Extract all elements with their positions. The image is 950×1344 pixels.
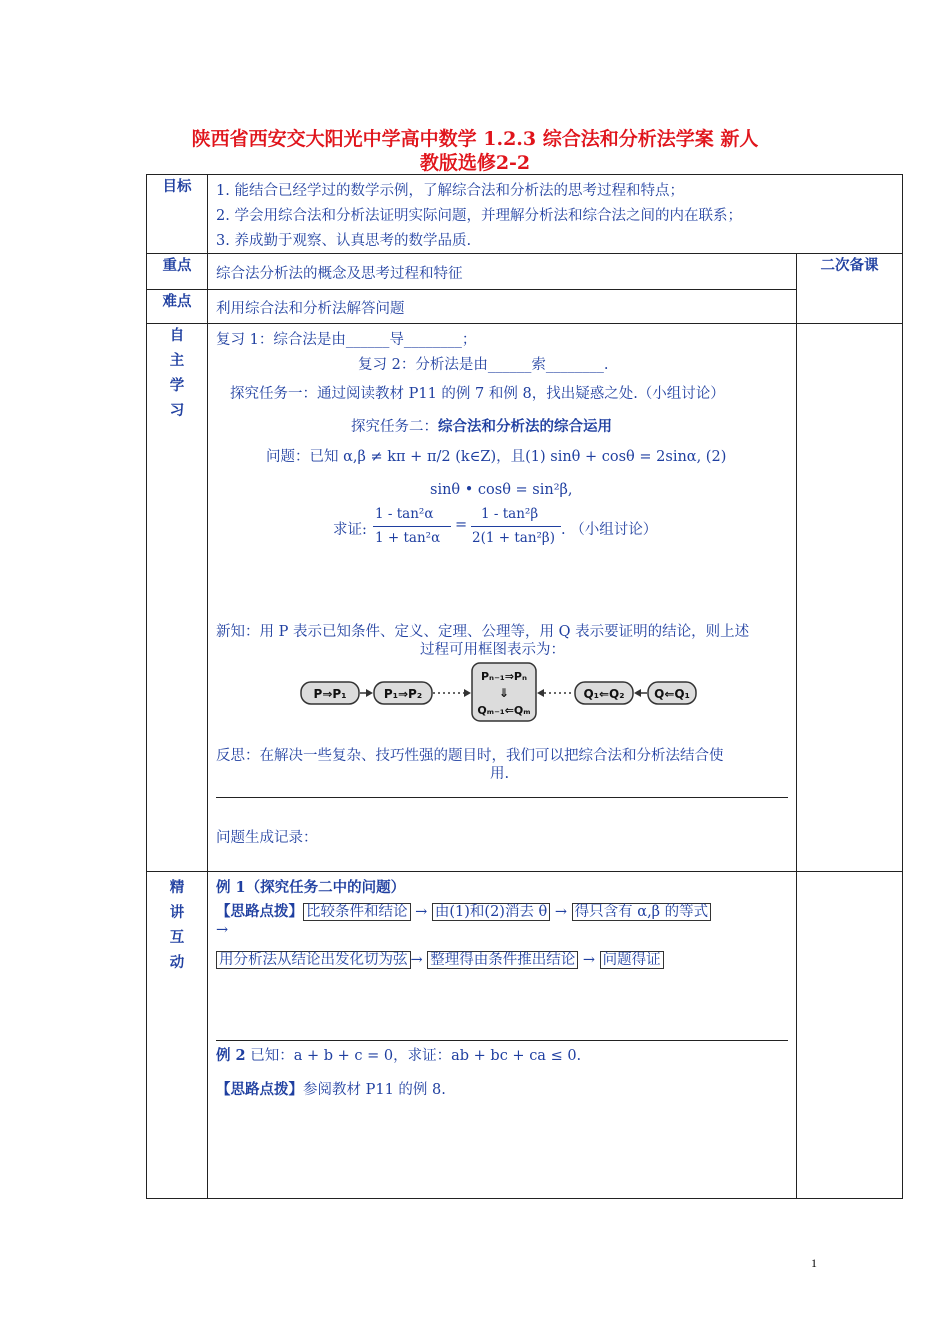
flow-step-5: 整理得由条件推出结论 xyxy=(427,951,578,969)
prove-rhs-numerator: 1 - tan²β xyxy=(481,506,539,522)
prove-lhs-numerator: 1 - tan²α xyxy=(375,506,434,522)
example-1-title xyxy=(216,876,405,897)
flow-arrow-4: → xyxy=(582,952,596,968)
reflection-line-2: 用. xyxy=(490,766,510,782)
example-2-label: 例 2 xyxy=(216,1047,246,1064)
example-2-text: 已知：a + b + c = 0，求证：ab + bc + ca ≤ 0. xyxy=(245,1048,582,1064)
key-label: 重点 xyxy=(147,254,208,290)
diagram-box-4-label: Q₁⇐Q₂ xyxy=(583,687,625,701)
self-study-char-2: 主 xyxy=(169,353,185,369)
diagram-center-bottom-label: Qₘ₋₁⇐Qₘ xyxy=(477,704,531,717)
answer-line xyxy=(216,797,788,798)
lecture-label xyxy=(147,872,208,1199)
flow-arrow-1: → xyxy=(415,904,428,920)
self-study-char-3: 学 xyxy=(169,378,185,394)
goal-item-2: 2. 学会用综合法和分析法证明实际问题，并理解分析法和综合法之间的内在联系； xyxy=(216,208,742,224)
review-1: 复习 1：综合法是由______导________； xyxy=(216,332,477,348)
key-text: 综合法分析法的概念及思考过程和特征 xyxy=(216,266,463,282)
problem-line-2: sinθ • cosθ = sin²β, xyxy=(430,482,573,498)
goal-content xyxy=(208,175,903,254)
flow-step-6: 问题得证 xyxy=(600,951,664,969)
difficulty-label: 难点 xyxy=(147,290,208,324)
prove-rhs-denominator: 2(1 + tan²β) xyxy=(472,530,555,546)
review-2: 复习 2：分析法是由______索________. xyxy=(358,357,609,373)
difficulty-content xyxy=(208,290,797,324)
new-knowledge-line-1: 新知：用 P 表示已知条件、定义、定理、公理等，用 Q 表示要证明的结论，则上述 xyxy=(216,624,750,640)
flow-arrow-2: → xyxy=(554,904,568,920)
lecture-char-1: 精 xyxy=(169,880,185,896)
prove-lhs-denominator: 1 + tan²α xyxy=(375,530,441,546)
difficulty-text: 利用综合法和分析法解答问题 xyxy=(216,301,405,317)
lecture-notes xyxy=(797,872,903,1199)
prove-lhs-bar xyxy=(373,526,451,527)
page-number: 1 xyxy=(811,1256,817,1270)
self-study-label xyxy=(147,324,208,872)
diagram-down-arrow-icon: ⇓ xyxy=(498,686,510,700)
prove-rhs-bar xyxy=(471,526,561,527)
goal-label: 目标 xyxy=(147,175,208,254)
diagram-arrowhead-1 xyxy=(366,689,373,697)
prove-prefix: 求证: xyxy=(333,522,367,538)
lecture-char-2: 讲 xyxy=(169,905,185,921)
flow-diagram xyxy=(298,662,698,724)
diagram-box-1-label: P⇒P₁ xyxy=(313,687,347,701)
diagram-center-top-label: Pₙ₋₁⇒Pₙ xyxy=(481,670,527,683)
flow-line-2 xyxy=(216,948,664,969)
self-study-char-1: 自 xyxy=(169,328,185,344)
task-2-title: 综合法和分析法的综合运用 xyxy=(438,418,612,435)
task-2 xyxy=(351,415,612,436)
document-title-line2: 教版选修2-2 xyxy=(419,152,531,174)
second-prep-label: 二次备课 xyxy=(797,254,903,324)
example-2-hint-text: 参阅教材 P11 的例 8. xyxy=(303,1082,446,1098)
lecture-char-4: 动 xyxy=(169,955,185,971)
diagram-box-5-label: Q⇐Q₁ xyxy=(654,687,690,701)
self-study-char-4: 习 xyxy=(169,403,185,419)
lesson-table xyxy=(146,174,903,1199)
diagram-arrowhead-2 xyxy=(464,689,471,697)
equals-sign: = xyxy=(455,517,468,533)
example-1-heading: 例 1（探究任务二中的问题） xyxy=(216,879,406,896)
flow-arrow-3: → xyxy=(410,952,423,968)
question-record: 问题生成记录： xyxy=(216,830,318,846)
diagram-arrowhead-3 xyxy=(537,689,544,697)
hint-label-1: 【思路点拨】 xyxy=(216,903,303,920)
key-content xyxy=(208,254,797,290)
lecture-char-3: 互 xyxy=(169,930,185,946)
flow-step-1: 比较条件和结论 xyxy=(303,903,411,921)
reflection-line-1: 反思：在解决一些复杂、技巧性强的题目时，我们可以把综合法和分析法结合使 xyxy=(216,748,724,764)
self-study-notes xyxy=(797,324,903,872)
goal-item-1: 1. 能结合已经学过的数学示例，了解综合法和分析法的思考过程和特点； xyxy=(216,183,684,199)
flow-step-3: 得只含有 α,β 的等式 xyxy=(572,903,712,921)
flow-step-2: 由(1)和(2)消去 θ xyxy=(432,903,550,921)
problem-line-1: 问题：已知 α,β ≠ kπ + π/2 (k∈Z)，且(1) sinθ + cosθ = 2sinα, (2) xyxy=(266,449,727,465)
new-knowledge-line-2: 过程可用框图表示为： xyxy=(420,642,565,658)
self-study-content xyxy=(208,324,797,872)
example-2-hint xyxy=(216,1078,446,1099)
example-divider xyxy=(216,1040,788,1041)
prove-suffix: . （小组讨论） xyxy=(561,522,658,538)
flow-arrow-wrap: → xyxy=(216,922,229,938)
task-2-prefix: 探究任务二： xyxy=(351,419,438,435)
example-2 xyxy=(216,1044,581,1065)
diagram-arrowhead-4 xyxy=(634,689,641,697)
flow-line-1 xyxy=(216,900,711,921)
hint-label-2: 【思路点拨】 xyxy=(216,1081,303,1098)
flow-step-4: 用分析法从结论出发化切为弦 xyxy=(216,951,411,969)
lecture-content xyxy=(208,872,797,1199)
diagram-box-2-label: P₁⇒P₂ xyxy=(383,687,423,701)
goal-item-3: 3. 养成勤于观察、认真思考的数学品质. xyxy=(216,233,472,249)
document-title-line1: 陕西省西安交大阳光中学高中数学 1.2.3 综合法和分析法学案 新人 xyxy=(191,128,759,150)
task-1: 探究任务一：通过阅读教材 P11 的例 7 和例 8，找出疑惑之处.（小组讨论） xyxy=(230,386,725,402)
